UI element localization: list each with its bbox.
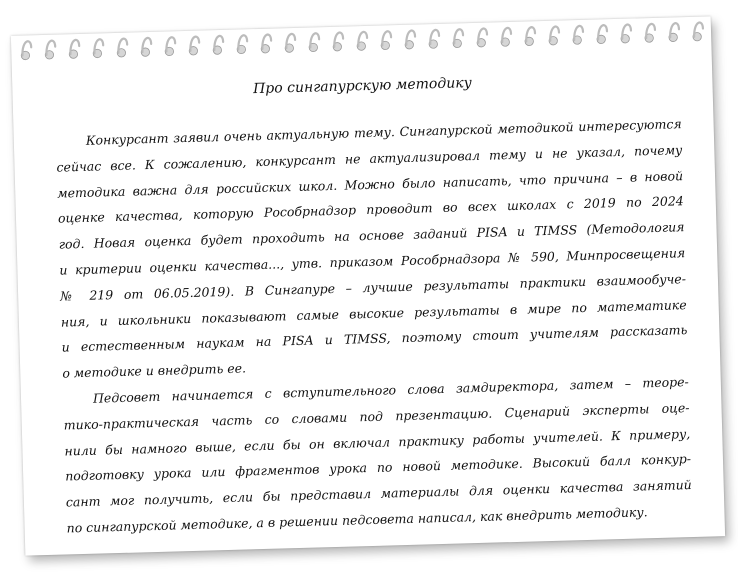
document-title: Про сингапурскую методику	[252, 75, 472, 98]
paragraph-line: нили бы намного выше, если бы он включал практику работы учителей. К примеру,	[64, 425, 691, 459]
paragraph-line: сейчас все. К сожалению, конкурсант не актуализировал тему и не указал, почему	[56, 141, 683, 175]
paragraph-line: Педсовет начинается с вступительного слова замдиректора, затем – теоре-	[92, 374, 690, 406]
document-body	[55, 111, 692, 541]
paragraph-line: по сингапурской методике, а в решении педсовета написал, как внедрить методику.	[66, 504, 648, 536]
paragraph-line: и естественным наукам на PISA и TIMSS, поэтому стоит учителям рассказать	[61, 322, 688, 355]
paragraph-line: тико-практическая часть со словами под презентацию. Сценарий эксперты оце-	[63, 399, 690, 433]
paragraph-line: методика важна для российских школ. Можно было написать, что причина – в новой	[57, 167, 684, 201]
paragraph-line: Конкурсант заявил очень актуальную тему. Сингапурской методикой интересуются	[85, 116, 682, 148]
paragraph-line: год. Новая оценка будет проходить на основе заданий PISA и TIMSS (Методология	[58, 219, 685, 252]
paragraph-line: подготовку урока или фрагментов урока по новой методике. Высокий балл конкур-	[64, 451, 692, 484]
paragraph-line: оценке качества, которую Рособрнадзор проводит во всех школах с 2019 по 2024	[57, 193, 684, 227]
paragraph-line: № 219 от 06.05.2019). В Сингапуре – лучшие результаты практики взаимообуче-	[59, 270, 687, 304]
paragraph-line: ния, и школьники показывают самые высокие результаты в мире по математике	[60, 296, 687, 330]
paragraph-line: о методике и внедрить ее.	[62, 360, 247, 381]
spiral-rings	[11, 16, 712, 74]
spiral-binding	[11, 16, 712, 74]
paragraph-line: сант мог получить, если бы представил материалы для оценки качества занятий	[65, 477, 692, 510]
notepad-sheet	[11, 16, 725, 555]
paragraph-line: и критерии оценки качества..., утв. приказом Рособрнадзора № 590, Минпросвещения	[59, 245, 686, 278]
